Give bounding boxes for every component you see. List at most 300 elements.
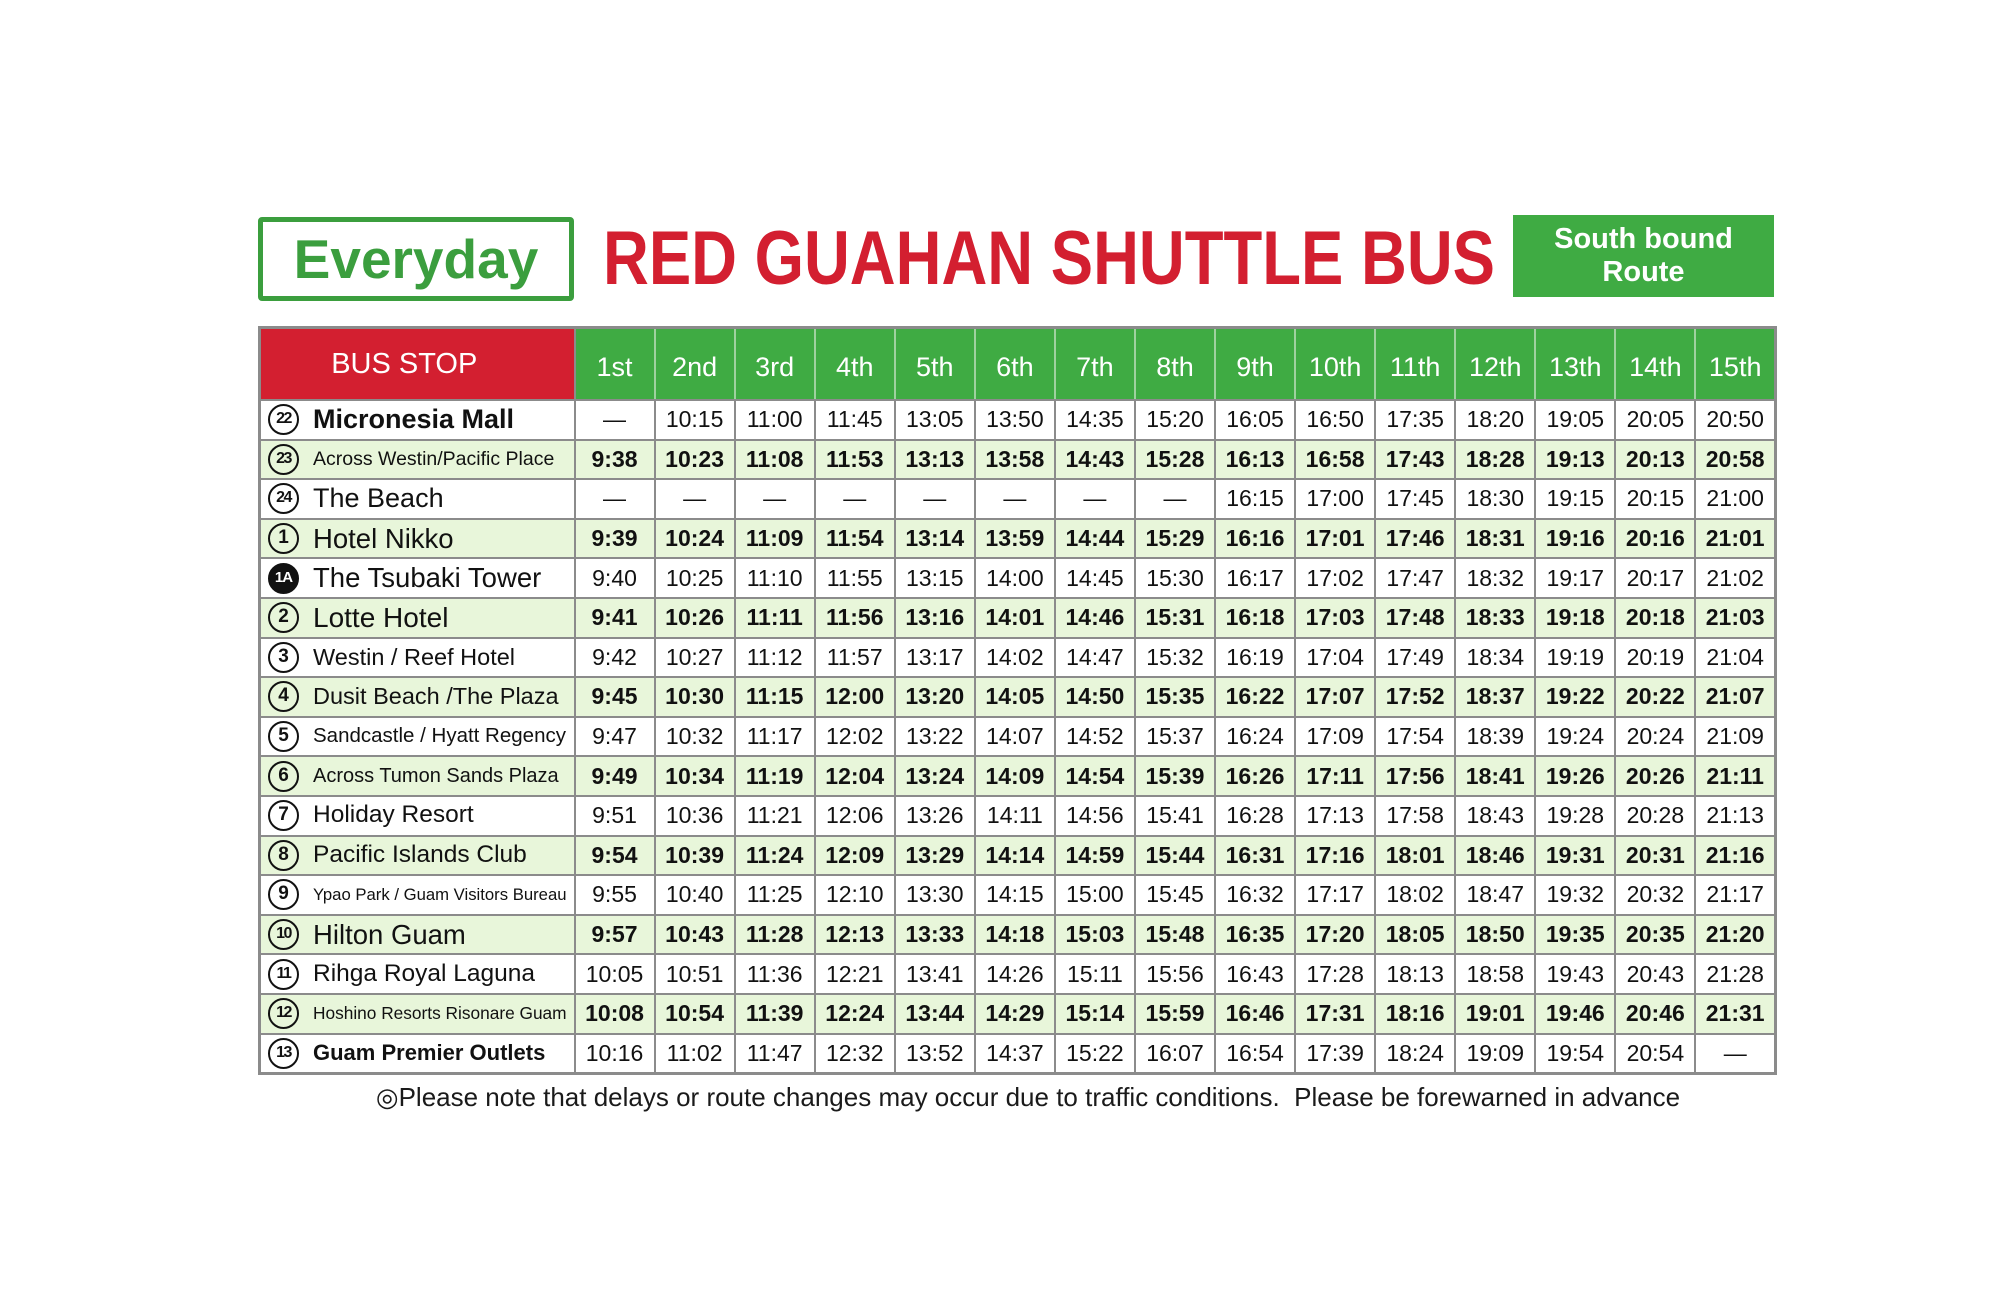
departure-time: 11:56	[815, 598, 895, 638]
stop-number-icon: 2	[268, 602, 299, 633]
departure-time: 10:32	[655, 717, 735, 757]
departure-time: 18:28	[1455, 440, 1535, 480]
departure-time: 11:47	[735, 1034, 815, 1074]
departure-time: 16:07	[1135, 1034, 1215, 1074]
departure-time: 14:00	[975, 558, 1055, 598]
departure-time: 10:15	[655, 400, 735, 440]
departure-time: —	[1695, 1034, 1775, 1074]
departure-time: 10:08	[575, 994, 655, 1034]
trip-header-3: 3rd	[735, 328, 815, 401]
stop-name: Holiday Resort	[313, 801, 474, 829]
departure-time: 15:31	[1135, 598, 1215, 638]
departure-time: 14:26	[975, 954, 1055, 994]
departure-time: 9:40	[575, 558, 655, 598]
departure-time: 10:26	[655, 598, 735, 638]
stop-name: Rihga Royal Laguna	[313, 959, 536, 987]
departure-time: 14:50	[1055, 677, 1135, 717]
departure-time: 18:32	[1455, 558, 1535, 598]
stop-name: Hoshino Resorts Risonare Guam	[313, 1003, 567, 1024]
departure-time: 15:37	[1135, 717, 1215, 757]
timetable	[258, 326, 1777, 1075]
departure-time: 10:23	[655, 440, 735, 480]
stop-row	[260, 915, 1776, 955]
header-row	[260, 328, 1776, 401]
departure-time: 10:05	[575, 954, 655, 994]
departure-time: 18:58	[1455, 954, 1535, 994]
departure-time: 10:43	[655, 915, 735, 955]
departure-time: 13:58	[975, 440, 1055, 480]
departure-time: 14:37	[975, 1034, 1055, 1074]
departure-time: 11:53	[815, 440, 895, 480]
departure-time: 14:15	[975, 875, 1055, 915]
departure-time: 18:02	[1375, 875, 1455, 915]
departure-time: 14:01	[975, 598, 1055, 638]
departure-time: 16:35	[1215, 915, 1295, 955]
departure-time: 18:20	[1455, 400, 1535, 440]
departure-time: 19:09	[1455, 1034, 1535, 1074]
stop-name: Hotel Nikko	[313, 522, 454, 554]
departure-time: 20:31	[1615, 836, 1695, 876]
departure-time: 13:22	[895, 717, 975, 757]
departure-time: 13:17	[895, 638, 975, 678]
departure-time: 18:47	[1455, 875, 1535, 915]
departure-time: 9:45	[575, 677, 655, 717]
stop-cell	[260, 954, 575, 994]
stop-cell	[260, 400, 575, 440]
departure-time: 17:03	[1295, 598, 1375, 638]
departure-time: 16:22	[1215, 677, 1295, 717]
departure-time: 13:13	[895, 440, 975, 480]
departure-time: 17:20	[1295, 915, 1375, 955]
departure-time: 10:30	[655, 677, 735, 717]
stop-name: Sandcastle / Hyatt Regency	[313, 724, 566, 748]
departure-time: 13:24	[895, 756, 975, 796]
departure-time: 20:43	[1615, 954, 1695, 994]
departure-time: 11:45	[815, 400, 895, 440]
departure-time: 21:02	[1695, 558, 1775, 598]
departure-time: 20:18	[1615, 598, 1695, 638]
departure-time: 20:13	[1615, 440, 1695, 480]
departure-time: 13:15	[895, 558, 975, 598]
stop-row	[260, 558, 1776, 598]
stop-row	[260, 400, 1776, 440]
stop-cell	[260, 638, 575, 678]
departure-time: 21:11	[1695, 756, 1775, 796]
departure-time: —	[1055, 479, 1135, 519]
stop-name: The Beach	[313, 483, 444, 514]
departure-time: 10:34	[655, 756, 735, 796]
trip-header-5: 5th	[895, 328, 975, 401]
departure-time: 17:43	[1375, 440, 1455, 480]
departure-time: 21:17	[1695, 875, 1775, 915]
trip-header-10: 10th	[1295, 328, 1375, 401]
departure-time: 16:54	[1215, 1034, 1295, 1074]
stop-cell	[260, 994, 575, 1034]
departure-time: 11:21	[735, 796, 815, 836]
departure-time: 13:52	[895, 1034, 975, 1074]
departure-time: —	[735, 479, 815, 519]
stop-row	[260, 479, 1776, 519]
departure-time: 20:58	[1695, 440, 1775, 480]
departure-time: 18:34	[1455, 638, 1535, 678]
stop-name: Across Tumon Sands Plaza	[313, 765, 559, 788]
departure-time: 11:15	[735, 677, 815, 717]
departure-time: 16:05	[1215, 400, 1295, 440]
stop-name: Ypao Park / Guam Visitors Bureau	[313, 884, 567, 904]
departure-time: 18:43	[1455, 796, 1535, 836]
stop-row	[260, 717, 1776, 757]
departure-time: 13:33	[895, 915, 975, 955]
page-title: RED GUAHAN SHUTTLE BUS	[603, 216, 1495, 301]
stop-row	[260, 598, 1776, 638]
departure-time: 17:56	[1375, 756, 1455, 796]
departure-time: 17:35	[1375, 400, 1455, 440]
departure-time: 21:07	[1695, 677, 1775, 717]
departure-time: 12:13	[815, 915, 895, 955]
stop-cell	[260, 677, 575, 717]
stop-number-icon: 1A	[268, 563, 299, 594]
departure-time: 14:02	[975, 638, 1055, 678]
departure-time: 11:54	[815, 519, 895, 559]
departure-time: 18:46	[1455, 836, 1535, 876]
departure-time: 16:26	[1215, 756, 1295, 796]
departure-time: 13:29	[895, 836, 975, 876]
departure-time: 11:57	[815, 638, 895, 678]
departure-time: 14:46	[1055, 598, 1135, 638]
departure-time: 14:54	[1055, 756, 1135, 796]
trip-header-12: 12th	[1455, 328, 1535, 401]
departure-time: 14:56	[1055, 796, 1135, 836]
departure-time: 10:54	[655, 994, 735, 1034]
departure-time: 13:59	[975, 519, 1055, 559]
departure-time: 13:26	[895, 796, 975, 836]
departure-time: 19:22	[1535, 677, 1615, 717]
departure-time: 15:30	[1135, 558, 1215, 598]
departure-time: 10:25	[655, 558, 735, 598]
departure-time: 19:18	[1535, 598, 1615, 638]
departure-time: 16:19	[1215, 638, 1295, 678]
stop-cell	[260, 1034, 575, 1074]
departure-time: 19:15	[1535, 479, 1615, 519]
departure-time: 15:29	[1135, 519, 1215, 559]
departure-time: —	[575, 479, 655, 519]
departure-time: 11:12	[735, 638, 815, 678]
departure-time: 18:05	[1375, 915, 1455, 955]
departure-time: 16:16	[1215, 519, 1295, 559]
departure-time: 18:30	[1455, 479, 1535, 519]
departure-time: 18:33	[1455, 598, 1535, 638]
departure-time: 21:00	[1695, 479, 1775, 519]
stop-number-icon: 9	[268, 879, 299, 910]
departure-time: 16:15	[1215, 479, 1295, 519]
departure-time: 19:31	[1535, 836, 1615, 876]
departure-time: 15:14	[1055, 994, 1135, 1034]
stop-number-icon: 7	[268, 800, 299, 831]
departure-time: 16:31	[1215, 836, 1295, 876]
departure-time: —	[895, 479, 975, 519]
departure-time: 10:27	[655, 638, 735, 678]
departure-time: 14:09	[975, 756, 1055, 796]
departure-time: 18:31	[1455, 519, 1535, 559]
departure-time: 11:10	[735, 558, 815, 598]
departure-time: 21:16	[1695, 836, 1775, 876]
departure-time: 19:54	[1535, 1034, 1615, 1074]
departure-time: —	[975, 479, 1055, 519]
departure-time: 16:24	[1215, 717, 1295, 757]
departure-time: 17:54	[1375, 717, 1455, 757]
stop-number-icon: 6	[268, 761, 299, 792]
departure-time: 12:06	[815, 796, 895, 836]
departure-time: 11:11	[735, 598, 815, 638]
departure-time: 9:47	[575, 717, 655, 757]
departure-time: 19:26	[1535, 756, 1615, 796]
departure-time: 15:32	[1135, 638, 1215, 678]
trip-header-9: 9th	[1215, 328, 1295, 401]
departure-time: 15:39	[1135, 756, 1215, 796]
departure-time: 17:01	[1295, 519, 1375, 559]
departure-time: 18:16	[1375, 994, 1455, 1034]
departure-time: 9:51	[575, 796, 655, 836]
departure-time: 11:19	[735, 756, 815, 796]
departure-time: 19:46	[1535, 994, 1615, 1034]
departure-time: 16:28	[1215, 796, 1295, 836]
departure-time: 20:54	[1615, 1034, 1695, 1074]
departure-time: 14:11	[975, 796, 1055, 836]
departure-time: 13:44	[895, 994, 975, 1034]
stop-cell	[260, 519, 575, 559]
departure-time: 14:05	[975, 677, 1055, 717]
departure-time: 14:59	[1055, 836, 1135, 876]
departure-time: 21:28	[1695, 954, 1775, 994]
stop-row	[260, 677, 1776, 717]
departure-time: 14:18	[975, 915, 1055, 955]
stop-number-icon: 3	[268, 642, 299, 673]
departure-time: 16:58	[1295, 440, 1375, 480]
departure-time: 15:45	[1135, 875, 1215, 915]
stop-number-icon: 4	[268, 681, 299, 712]
departure-time: 11:08	[735, 440, 815, 480]
departure-time: —	[575, 400, 655, 440]
stop-name: Lotte Hotel	[313, 601, 449, 633]
everyday-badge	[258, 217, 574, 301]
departure-time: 19:19	[1535, 638, 1615, 678]
departure-time: 16:46	[1215, 994, 1295, 1034]
trip-header-8: 8th	[1135, 328, 1215, 401]
departure-time: 19:32	[1535, 875, 1615, 915]
trip-header-2: 2nd	[655, 328, 735, 401]
departure-time: 17:17	[1295, 875, 1375, 915]
stop-cell	[260, 717, 575, 757]
stop-name: Guam Premier Outlets	[313, 1040, 546, 1066]
departure-time: 11:17	[735, 717, 815, 757]
departure-time: 15:59	[1135, 994, 1215, 1034]
departure-time: 9:55	[575, 875, 655, 915]
departure-time: 16:18	[1215, 598, 1295, 638]
stop-cell	[260, 915, 575, 955]
departure-time: 13:05	[895, 400, 975, 440]
departure-time: 12:21	[815, 954, 895, 994]
traffic-notice: ◎Please note that delays or route changes may occur due to traffic conditions. Please be forewarned in advance	[375, 1082, 1681, 1112]
departure-time: 18:41	[1455, 756, 1535, 796]
departure-time: 21:09	[1695, 717, 1775, 757]
stop-row	[260, 440, 1776, 480]
departure-time: 17:48	[1375, 598, 1455, 638]
departure-time: 11:02	[655, 1034, 735, 1074]
departure-time: 19:16	[1535, 519, 1615, 559]
departure-time: 15:28	[1135, 440, 1215, 480]
stop-cell	[260, 756, 575, 796]
departure-time: 17:39	[1295, 1034, 1375, 1074]
departure-time: 14:35	[1055, 400, 1135, 440]
stop-number-icon: 12	[268, 998, 299, 1029]
departure-time: —	[655, 479, 735, 519]
departure-time: 21:20	[1695, 915, 1775, 955]
departure-time: 18:24	[1375, 1034, 1455, 1074]
departure-time: 14:29	[975, 994, 1055, 1034]
stop-row	[260, 756, 1776, 796]
departure-time: 12:04	[815, 756, 895, 796]
stop-cell	[260, 479, 575, 519]
stop-row	[260, 994, 1776, 1034]
departure-time: 21:04	[1695, 638, 1775, 678]
departure-time: 20:22	[1615, 677, 1695, 717]
departure-time: 17:28	[1295, 954, 1375, 994]
departure-time: 17:45	[1375, 479, 1455, 519]
departure-time: 20:32	[1615, 875, 1695, 915]
trip-header-13: 13th	[1535, 328, 1615, 401]
departure-time: 19:35	[1535, 915, 1615, 955]
stop-name: Westin / Reef Hotel	[313, 643, 516, 670]
departure-time: 16:32	[1215, 875, 1295, 915]
departure-time: 17:00	[1295, 479, 1375, 519]
departure-time: 17:49	[1375, 638, 1455, 678]
departure-time: 20:50	[1695, 400, 1775, 440]
trip-header-15: 15th	[1695, 328, 1775, 401]
departure-time: 14:44	[1055, 519, 1135, 559]
departure-time: 17:58	[1375, 796, 1455, 836]
departure-time: 9:57	[575, 915, 655, 955]
departure-time: 12:02	[815, 717, 895, 757]
stop-number-icon: 10	[268, 919, 299, 950]
stop-number-icon: 5	[268, 721, 299, 752]
trip-header-4: 4th	[815, 328, 895, 401]
departure-time: 13:14	[895, 519, 975, 559]
stop-row	[260, 875, 1776, 915]
departure-time: 21:01	[1695, 519, 1775, 559]
departure-time: 10:40	[655, 875, 735, 915]
departure-time: 17:07	[1295, 677, 1375, 717]
departure-time: 15:44	[1135, 836, 1215, 876]
departure-time: 12:10	[815, 875, 895, 915]
timetable-body	[260, 400, 1776, 1074]
departure-time: 20:17	[1615, 558, 1695, 598]
departure-time: 12:00	[815, 677, 895, 717]
stop-row	[260, 796, 1776, 836]
stop-number-icon: 11	[268, 959, 299, 990]
departure-time: 17:47	[1375, 558, 1455, 598]
stop-number-icon: 8	[268, 840, 299, 871]
departure-time: 17:52	[1375, 677, 1455, 717]
departure-time: 21:03	[1695, 598, 1775, 638]
stop-cell	[260, 558, 575, 598]
trip-header-6: 6th	[975, 328, 1055, 401]
departure-time: 13:16	[895, 598, 975, 638]
departure-time: 9:54	[575, 836, 655, 876]
bus-stop-header: BUS STOP	[260, 328, 575, 401]
departure-time: 11:39	[735, 994, 815, 1034]
departure-time: 15:41	[1135, 796, 1215, 836]
departure-time: 18:50	[1455, 915, 1535, 955]
route-label-line2: Route	[1602, 256, 1685, 288]
departure-time: 10:39	[655, 836, 735, 876]
stop-row	[260, 638, 1776, 678]
departure-time: 18:39	[1455, 717, 1535, 757]
departure-time: 20:46	[1615, 994, 1695, 1034]
stop-cell	[260, 875, 575, 915]
departure-time: 16:13	[1215, 440, 1295, 480]
departure-time: 20:15	[1615, 479, 1695, 519]
departure-time: 14:14	[975, 836, 1055, 876]
stop-number-icon: 13	[268, 1038, 299, 1069]
stop-name: Hilton Guam	[313, 918, 466, 950]
departure-time: 10:51	[655, 954, 735, 994]
departure-time: 20:16	[1615, 519, 1695, 559]
departure-time: 15:35	[1135, 677, 1215, 717]
departure-time: 18:37	[1455, 677, 1535, 717]
departure-time: 10:24	[655, 519, 735, 559]
stop-row	[260, 954, 1776, 994]
departure-time: 11:00	[735, 400, 815, 440]
departure-time: —	[1135, 479, 1215, 519]
departure-time: 17:11	[1295, 756, 1375, 796]
departure-time: 19:17	[1535, 558, 1615, 598]
stop-row	[260, 519, 1776, 559]
departure-time: 19:43	[1535, 954, 1615, 994]
departure-time: 18:13	[1375, 954, 1455, 994]
departure-time: 12:32	[815, 1034, 895, 1074]
departure-time: 19:01	[1455, 994, 1535, 1034]
departure-time: 20:35	[1615, 915, 1695, 955]
stop-row	[260, 1034, 1776, 1074]
departure-time: 17:31	[1295, 994, 1375, 1034]
departure-time: 18:01	[1375, 836, 1455, 876]
departure-time: 11:28	[735, 915, 815, 955]
departure-time: 10:36	[655, 796, 735, 836]
departure-time: 12:24	[815, 994, 895, 1034]
departure-time: 19:05	[1535, 400, 1615, 440]
departure-time: 16:50	[1295, 400, 1375, 440]
departure-time: 13:41	[895, 954, 975, 994]
departure-time: 15:11	[1055, 954, 1135, 994]
departure-time: 14:52	[1055, 717, 1135, 757]
departure-time: 13:30	[895, 875, 975, 915]
departure-time: 14:43	[1055, 440, 1135, 480]
stop-cell	[260, 796, 575, 836]
trip-header-1: 1st	[575, 328, 655, 401]
departure-time: —	[815, 479, 895, 519]
departure-time: 17:04	[1295, 638, 1375, 678]
departure-time: 20:26	[1615, 756, 1695, 796]
departure-time: 11:24	[735, 836, 815, 876]
departure-time: 21:31	[1695, 994, 1775, 1034]
departure-time: 15:00	[1055, 875, 1135, 915]
departure-time: 16:17	[1215, 558, 1295, 598]
everyday-label: Everyday	[293, 227, 539, 290]
departure-time: 15:20	[1135, 400, 1215, 440]
departure-time: 20:24	[1615, 717, 1695, 757]
departure-time: 15:22	[1055, 1034, 1135, 1074]
departure-time: 12:09	[815, 836, 895, 876]
